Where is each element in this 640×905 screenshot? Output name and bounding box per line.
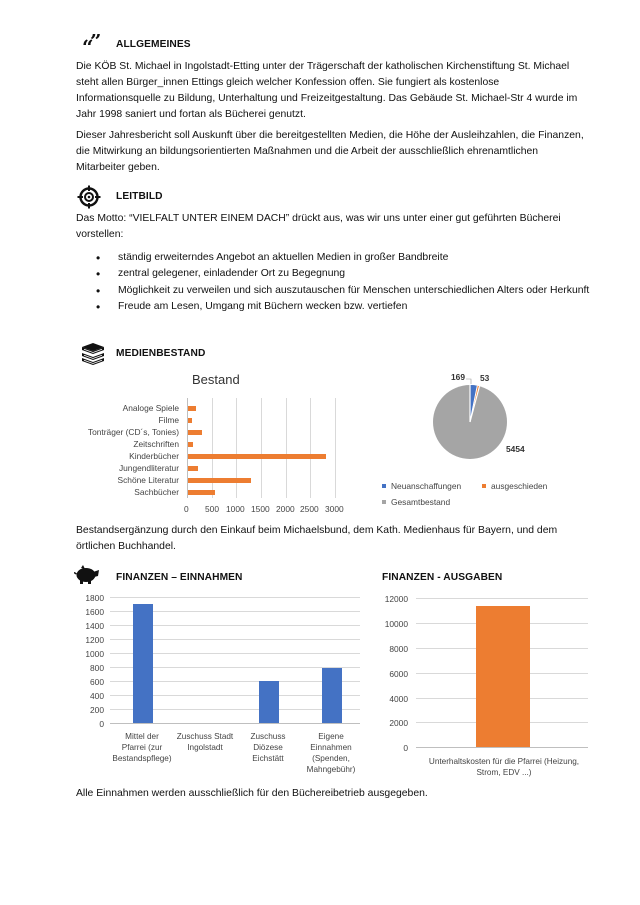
leitbild-paragraph	[76, 211, 616, 243]
category-line: Einnahmen	[310, 743, 352, 752]
bar-schoene-literatur	[188, 478, 251, 483]
footer-paragraph: Alle Einnahmen werden ausschließlich für den Büchereibetrieb ausgegeben.	[76, 788, 428, 799]
text-line: Informationsquelle zu Bildung, Unterhaltung und Freizeitgestaltung. Das Gebäude St. Michael-Str 4 wurde im	[76, 93, 578, 104]
category-label: Analoge Spiele	[122, 403, 179, 413]
allgemeines-paragraph-1	[76, 59, 616, 123]
bullet-item: • Freude am Lesen, Umgang mit Büchern wecken bzw. vertiefen	[90, 299, 600, 315]
bullet-item: • zentral gelegener, einladender Ort zu Begegnung	[90, 266, 600, 282]
svg-text:”: ”	[90, 34, 102, 52]
category-line: Mittel der	[125, 732, 159, 741]
y-tick: 1000	[85, 649, 104, 659]
text-line: örtlichen Buchhandel.	[76, 541, 176, 552]
text-line: steht allen Bürger_innen Ettings gleich welcher Konfession offen. Sie fungiert als kostenlose	[76, 77, 500, 88]
pie-graphic	[370, 362, 580, 472]
category-line: Bestandspflege)	[112, 754, 172, 763]
category-line: Ingolstadt	[187, 743, 223, 752]
category-line: Mahngebühr)	[306, 765, 356, 774]
x-tick: 3000	[325, 504, 344, 514]
category-label: Tonträger (CD´s, Tonies)	[87, 427, 179, 437]
x-tick: 1000	[226, 504, 245, 514]
gridline	[236, 398, 237, 498]
category-label	[173, 731, 237, 753]
text-line: Das Motto: “VIELFALT UNTER EINEM DACH” drückt aus, was wir uns unter einer gut geführten Bücherei	[76, 213, 561, 224]
medienbestand-paragraph	[76, 523, 616, 555]
category-label	[404, 756, 604, 778]
y-tick: 1800	[85, 593, 104, 603]
y-tick: 4000	[389, 694, 408, 704]
y-tick: 1200	[85, 635, 104, 645]
category-line: Pfarrei (zur	[121, 743, 163, 752]
x-tick: 1500	[251, 504, 270, 514]
gridline	[110, 597, 360, 598]
legend-item-gesamtbestand	[382, 497, 450, 507]
y-tick: 0	[403, 743, 408, 753]
text-line: Die KÖB St. Michael in Ingolstadt-Etting unter der Trägerschaft der katholischen Kirchenstiftung St. Michael	[76, 61, 570, 72]
bestand-pie-chart	[370, 362, 580, 512]
section-title-finanzen-ausgaben: FINANZEN - AUSGABEN	[382, 572, 503, 583]
chart-title: Bestand	[192, 372, 240, 387]
legend-swatch	[382, 500, 386, 504]
y-tick: 12000	[384, 594, 408, 604]
category-label	[236, 731, 300, 764]
category-label	[110, 731, 174, 764]
category-label: Kinderbücher	[129, 451, 179, 461]
category-line: Diözese	[253, 743, 283, 752]
y-tick: 0	[99, 719, 104, 729]
text-line: die Mitwirkung an bildungsorientierten Maßnahmen und die Arbeit der ausschließlich ehrenamtlichen	[76, 146, 539, 157]
gridline	[335, 398, 336, 498]
legend-item-neuanschaffungen	[382, 481, 461, 491]
target-icon	[77, 185, 101, 209]
x-axis-line	[416, 747, 588, 748]
bar-jugendliteratur	[188, 466, 198, 471]
y-tick: 1600	[85, 607, 104, 617]
bar-filme	[188, 418, 192, 423]
x-tick: 2500	[300, 504, 319, 514]
bullet-item: • Möglichkeit zu verweilen und sich auszutauschen für Menschen unterschiedlichen Alters oder Herkunft	[90, 283, 590, 299]
category-line: (Spenden,	[312, 754, 350, 763]
category-label: Sachbücher	[134, 487, 179, 497]
x-tick: 2000	[276, 504, 295, 514]
bar-sachbuecher	[188, 490, 215, 495]
y-tick: 600	[90, 677, 104, 687]
category-label: Filme	[158, 415, 179, 425]
legend-label: Neuanschaffungen	[391, 481, 462, 491]
pie-data-label-ausgeschieden: 53	[480, 373, 490, 383]
section-title-finanzen-einnahmen: FINANZEN – EINNAHMEN	[116, 572, 243, 583]
bestand-bar-chart	[76, 368, 366, 518]
x-axis-line	[110, 723, 360, 724]
piggy-bank-icon	[74, 565, 100, 585]
bullet-item: • ständig erweiterndes Angebot an aktuellen Medien in großer Bandbreite	[90, 250, 600, 266]
einnahmen-bar-chart	[76, 590, 366, 780]
gridline	[310, 398, 311, 498]
text-line: Bestandsergänzung durch den Einkauf beim Michaelsbund, dem Kath. Medienhaus für Bayern, und dem	[76, 525, 558, 536]
ausgaben-bar-chart	[376, 590, 616, 780]
category-label	[299, 731, 363, 775]
category-label: Jungendliteratur	[118, 463, 179, 473]
text-line: Mitarbeiter geben.	[76, 162, 160, 173]
y-axis-line	[187, 398, 188, 498]
gridline	[286, 398, 287, 498]
y-tick: 8000	[389, 644, 408, 654]
allgemeines-paragraph-2	[76, 128, 616, 176]
bar-mittel-der-pfarrei	[133, 604, 153, 723]
quote-icon	[82, 34, 102, 52]
section-title-leitbild: LEITBILD	[116, 191, 163, 202]
x-tick: 0	[184, 504, 189, 514]
pie-data-label-gesamtbestand: 5454	[506, 444, 525, 454]
section-title-medienbestand: MEDIENBESTAND	[116, 348, 206, 359]
pie-data-label-neuanschaffungen: 169	[451, 372, 465, 382]
category-line: Eigene	[318, 732, 344, 741]
text-line: vorstellen:	[76, 229, 124, 240]
y-tick: 6000	[389, 669, 408, 679]
x-tick: 500	[205, 504, 219, 514]
section-title-allgemeines: ALLGEMEINES	[116, 39, 191, 50]
bar-unterhaltskosten	[476, 606, 530, 747]
bar-kinderbuecher	[188, 454, 326, 459]
y-tick: 2000	[389, 718, 408, 728]
category-label: Zeitschriften	[133, 439, 179, 449]
books-icon	[80, 343, 106, 365]
bar-tontraeger	[188, 430, 202, 435]
text-line: Dieser Jahresbericht soll Auskunft über die bereitgestellten Medien, die Höhe der Ausleihzahlen, die Finanzen,	[76, 130, 584, 141]
text-line: Jahr 1998 saniert und fortan als Bücherei genutzt.	[76, 109, 306, 120]
legend-item-ausgeschieden	[482, 481, 547, 491]
category-label: Schöne Literatur	[117, 475, 179, 485]
legend-swatch	[482, 484, 486, 488]
gridline	[261, 398, 262, 498]
legend-label: Gesamtbestand	[391, 497, 451, 507]
y-tick: 1400	[85, 621, 104, 631]
category-line: Zuschuss	[250, 732, 286, 741]
category-line: Unterhaltskosten für die Pfarrei (Heizung,	[428, 757, 580, 766]
y-tick: 10000	[384, 619, 408, 629]
bar-analoge-spiele	[188, 406, 196, 411]
y-tick: 200	[90, 705, 104, 715]
bar-zeitschriften	[188, 442, 193, 447]
svg-text:“: “	[82, 35, 94, 52]
y-tick: 400	[90, 691, 104, 701]
gridline	[212, 398, 213, 498]
gridline	[416, 598, 588, 599]
category-line: Zuschuss Stadt	[176, 732, 234, 741]
category-line: Eichstätt	[252, 754, 284, 763]
legend-label: ausgeschieden	[491, 481, 548, 491]
legend-swatch	[382, 484, 386, 488]
category-line: Strom, EDV ...)	[476, 768, 532, 777]
y-tick: 800	[90, 663, 104, 673]
bar-eigene-einnahmen	[322, 668, 342, 723]
leitbild-bullet-list	[90, 250, 600, 315]
bar-zuschuss-dioezese	[259, 681, 279, 723]
